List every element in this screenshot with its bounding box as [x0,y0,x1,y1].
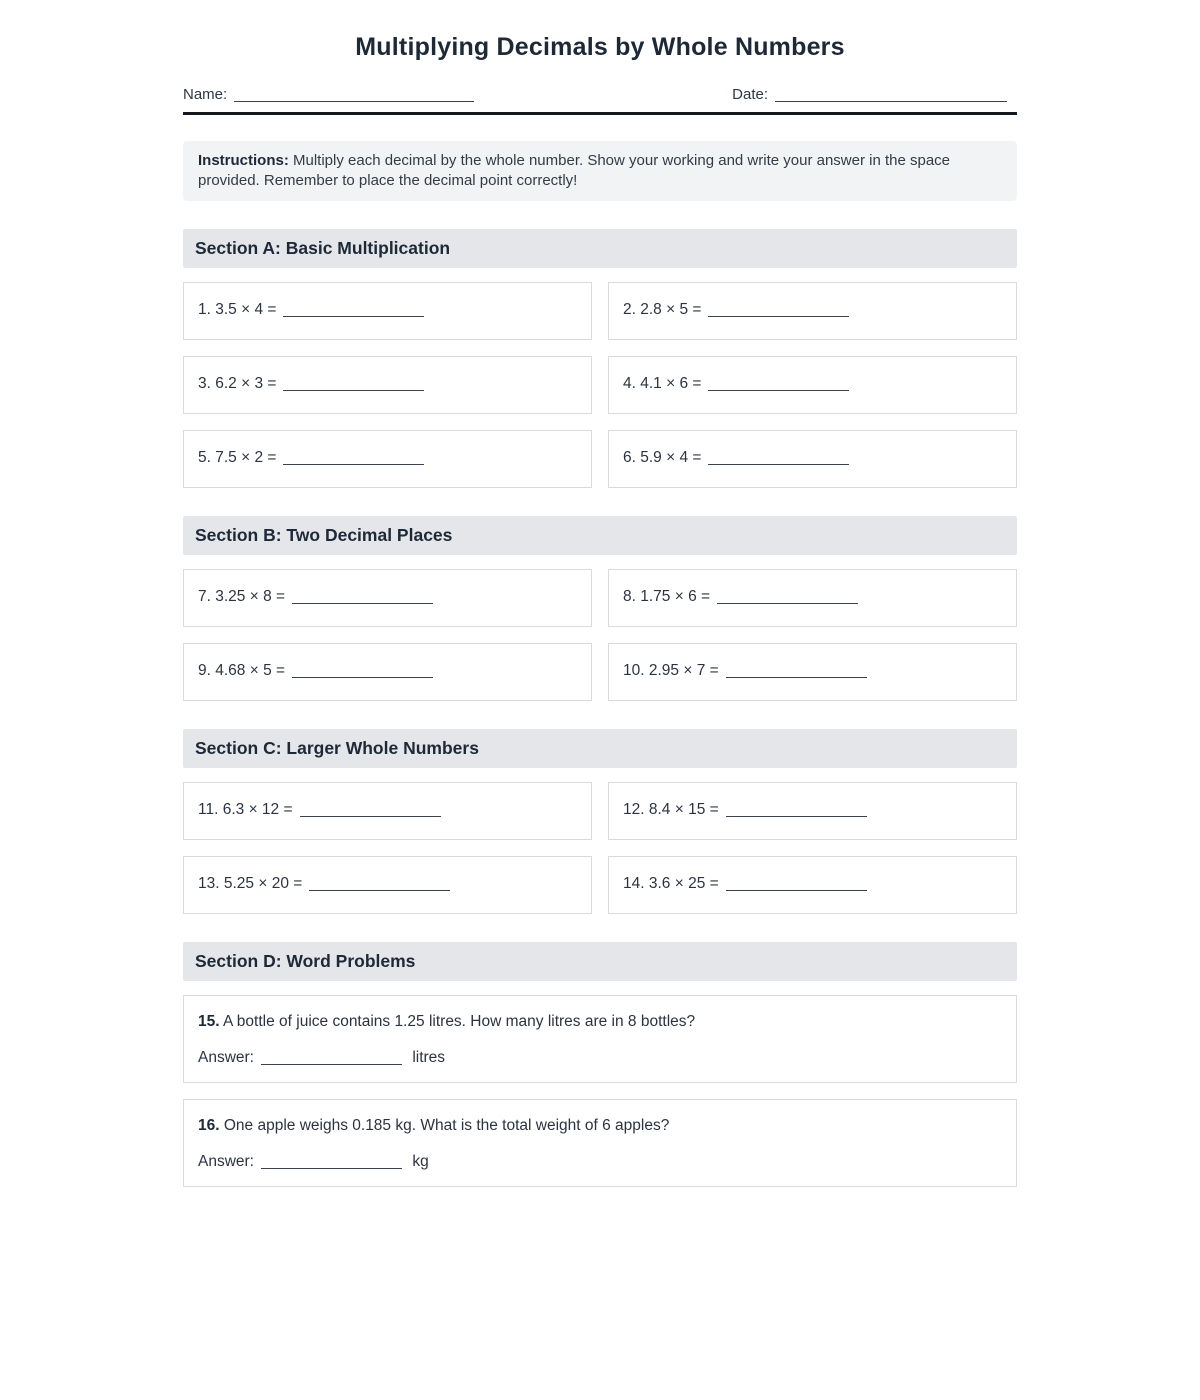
problem-number: 10. [623,662,645,679]
problem-4 [608,356,1017,414]
section-d-header: Section D: Word Problems [183,942,1017,981]
problem-9 [183,643,592,701]
problem-number: 14. [623,875,645,892]
section-c-grid [183,782,1017,914]
answer-blank [261,1156,402,1169]
problem-expression: 3.6 × 25 = [648,875,719,892]
problem-11 [183,782,592,840]
instructions-text: Multiply each decimal by the whole number. Show your working and write your answer in the space provided. Remember to place the decimal point correctly! [198,152,951,189]
problem-expression: 5.25 × 20 = [223,875,303,892]
problem-6 [608,430,1017,488]
answer-blank [708,452,849,465]
problem-statement: One apple weighs 0.185 kg. What is the total weight of 6 apples? [223,1117,670,1134]
problem-number: 4. [623,375,636,392]
answer-blank [292,665,433,678]
problem-expression: 4.1 × 6 = [640,375,702,392]
date-label: Date: [732,86,768,103]
problem-expression: 2.95 × 7 = [648,662,719,679]
problem-number: 2. [623,301,636,318]
answer-blank [708,304,849,317]
problem-number: 9. [198,662,211,679]
problem-expression: 6.3 × 12 = [222,801,293,818]
name-label: Name: [183,86,228,103]
problem-number: 8. [623,588,636,605]
instructions-label: Instructions: [198,152,289,169]
word-problem-text [198,1012,1002,1032]
word-problem-16 [183,1099,1017,1187]
name-blank [234,89,474,102]
section-a-header: Section A: Basic Multiplication [183,229,1017,268]
problem-expression: 7.5 × 2 = [215,449,277,466]
answer-blank [283,378,424,391]
problem-1 [183,282,592,340]
problem-expression: 4.68 × 5 = [215,662,286,679]
instructions-box [183,141,1017,201]
problem-7 [183,569,592,627]
problem-13 [183,856,592,914]
worksheet-page [183,0,1017,1187]
problem-expression: 5.9 × 4 = [640,449,702,466]
date-field [732,86,1007,103]
problem-number: 5. [198,449,211,466]
problem-number: 3. [198,375,211,392]
problem-number: 7. [198,588,211,605]
word-problem-text [198,1116,1002,1136]
answer-unit: kg [412,1153,429,1170]
name-date-row [183,86,1017,103]
problem-3 [183,356,592,414]
problem-expression: 2.8 × 5 = [640,301,702,318]
name-field [183,86,474,103]
answer-blank [283,304,424,317]
header-divider [183,112,1017,115]
answer-blank [309,878,450,891]
answer-blank [717,591,858,604]
problem-14 [608,856,1017,914]
answer-label: Answer: [198,1153,254,1170]
problem-number: 13. [198,875,220,892]
answer-blank [261,1052,402,1065]
answer-line [198,1152,1002,1172]
answer-unit: litres [412,1049,446,1066]
answer-blank [283,452,424,465]
answer-blank [726,665,867,678]
problem-expression: 3.25 × 8 = [215,588,286,605]
problem-5 [183,430,592,488]
answer-blank [300,804,441,817]
problem-number: 6. [623,449,636,466]
problem-number: 12. [623,801,645,818]
answer-blank [726,804,867,817]
word-problem-15 [183,995,1017,1083]
problem-expression: 3.5 × 4 = [215,301,277,318]
answer-blank [292,591,433,604]
answer-label: Answer: [198,1049,254,1066]
section-a-grid [183,282,1017,488]
problem-expression: 1.75 × 6 = [640,588,711,605]
problem-12 [608,782,1017,840]
problem-number: 1. [198,301,211,318]
section-b-header: Section B: Two Decimal Places [183,516,1017,555]
problem-8 [608,569,1017,627]
problem-expression: 6.2 × 3 = [215,375,277,392]
section-c-header: Section C: Larger Whole Numbers [183,729,1017,768]
problem-number: 16. [198,1117,220,1134]
answer-blank [726,878,867,891]
problem-number: 11. [198,801,219,818]
problem-statement: A bottle of juice contains 1.25 litres. How many litres are in 8 bottles? [223,1013,696,1030]
section-b-grid [183,569,1017,701]
answer-blank [708,378,849,391]
answer-line [198,1048,1002,1068]
page-title: Multiplying Decimals by Whole Numbers [355,33,845,61]
problem-2 [608,282,1017,340]
problem-10 [608,643,1017,701]
problem-number: 15. [198,1013,220,1030]
date-blank [775,89,1007,102]
problem-expression: 8.4 × 15 = [648,801,719,818]
